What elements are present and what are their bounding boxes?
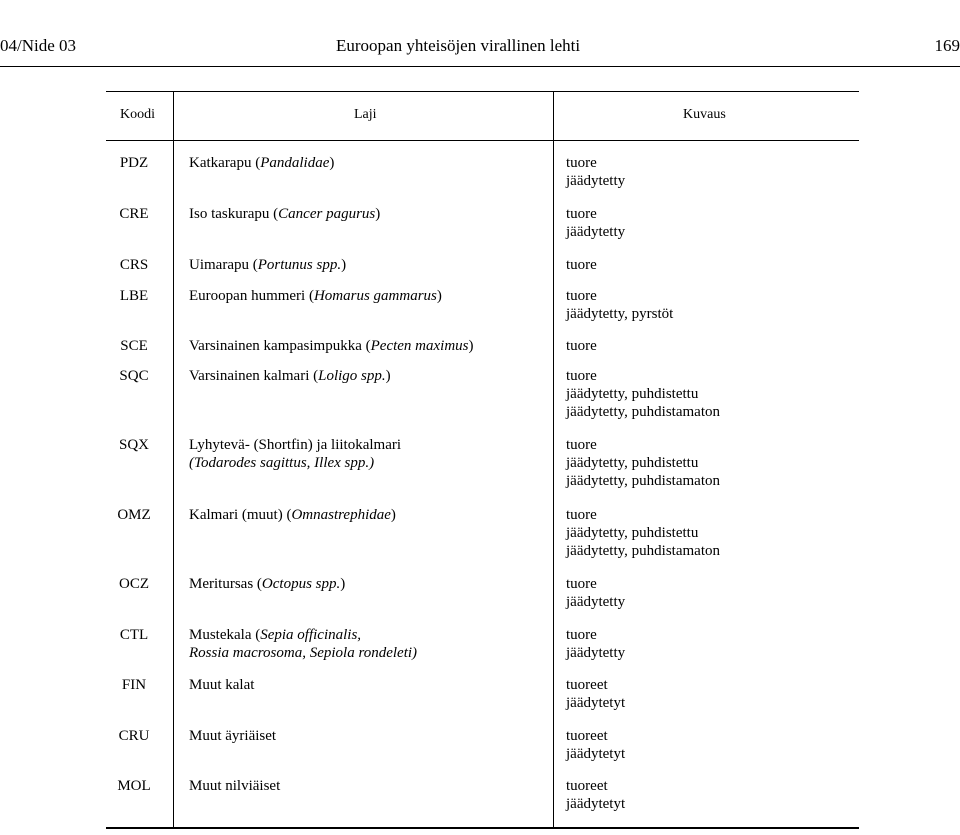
cell-species (189, 676, 254, 694)
description-line: jäädytetty, puhdistamaton (566, 404, 720, 420)
cell-description (566, 727, 625, 763)
description-line: tuore (566, 206, 597, 222)
species-paren-close: ) (375, 206, 381, 222)
species-latin-continuation: (Todarodes sagittus, Illex spp.) (189, 455, 375, 471)
species-latin-name: Pecten maximus (370, 338, 469, 354)
cell-description (566, 676, 625, 712)
description-line: jäädytetty, pyrstöt (566, 306, 674, 322)
journal-title: Euroopan yhteisöjen virallinen lehti (336, 36, 581, 55)
cell-description (566, 205, 625, 241)
description-line: tuoreet (566, 778, 608, 794)
description-line: tuore (566, 576, 597, 592)
description-line: jäädytetty (566, 173, 626, 189)
species-latin-name: Pandalidae (260, 155, 330, 171)
species-line (189, 287, 442, 305)
page-number: 169 (934, 36, 960, 55)
column-divider (553, 91, 554, 828)
description-line: jäädytetty (566, 594, 626, 610)
cell-code: CRS (119, 257, 149, 273)
species-common-name: Katkarapu ( (189, 155, 261, 171)
species-line (189, 676, 254, 694)
description-line: jäädytetty (566, 645, 626, 661)
species-common-name: Meritursas ( (189, 576, 262, 592)
species-common-name: Iso taskurapu ( (189, 206, 279, 222)
cell-species (189, 287, 442, 305)
cell-description (566, 337, 597, 355)
cell-code: OCZ (119, 576, 149, 592)
species-line (189, 436, 401, 454)
species-latin-name: Sepia officinalis, (260, 627, 362, 643)
species-line (189, 205, 380, 223)
description-line: jäädytetyt (566, 695, 626, 711)
cell-code: SCE (120, 338, 148, 354)
species-common-name: Mustekala ( (189, 627, 261, 643)
cell-species (189, 205, 380, 223)
description-line: jäädytetty, puhdistettu (566, 525, 699, 541)
cell-species (189, 777, 280, 795)
species-paren-close: ) (341, 257, 347, 273)
species-latin-continuation: Rossia macrosoma, Sepiola rondeleti) (189, 645, 418, 661)
page-header (0, 36, 960, 60)
cell-description (566, 506, 720, 560)
cell-species (189, 337, 474, 355)
cell-description (566, 154, 625, 190)
description-line: jäädytetty (566, 224, 626, 240)
cell-species (189, 436, 401, 472)
species-paren-close: ) (329, 155, 335, 171)
cell-species (189, 506, 396, 524)
description-line: tuoreet (566, 728, 608, 744)
cell-description (566, 626, 625, 662)
description-line: jäädytetyt (566, 796, 626, 812)
cell-code: SQC (119, 368, 149, 384)
cell-species (189, 367, 391, 385)
description-line: tuore (566, 257, 597, 273)
description-line: jäädytetty, puhdistettu (566, 386, 699, 402)
description-line: tuoreet (566, 677, 608, 693)
species-paren-close: ) (385, 368, 391, 384)
cell-species (189, 154, 334, 172)
header-rule (0, 66, 960, 67)
species-common-name: Lyhytevä- (Shortfin) ja liitokalmari (189, 437, 402, 453)
species-common-name: Muut kalat (189, 677, 255, 693)
description-line: tuore (566, 155, 597, 171)
cell-species (189, 626, 417, 662)
species-line (189, 506, 396, 524)
description-line: tuore (566, 368, 597, 384)
cell-code: LBE (119, 288, 149, 304)
cell-description (566, 777, 625, 813)
species-latin-name: Portunus spp. (257, 257, 342, 273)
species-common-name: Euroopan hummeri ( (189, 288, 314, 304)
species-line (189, 727, 276, 745)
column-header-code: Koodi (120, 107, 155, 122)
species-paren-close: ) (436, 288, 442, 304)
species-common-name: Kalmari (muut) ( (189, 507, 292, 523)
description-line: jäädytetty, puhdistettu (566, 455, 699, 471)
cell-description (566, 287, 673, 323)
description-line: jäädytetty, puhdistamaton (566, 473, 720, 489)
journal-volume: 04/Nide 03 (0, 36, 77, 55)
cell-species (189, 727, 276, 745)
cell-species (189, 256, 346, 274)
cell-description (566, 367, 720, 421)
species-line (189, 367, 391, 385)
species-line (189, 256, 346, 274)
species-line (189, 626, 417, 644)
cell-code: SQX (118, 437, 149, 453)
cell-description (566, 575, 625, 611)
species-latin-name: Omnastrephidae (291, 507, 391, 523)
species-latin-name: Loligo spp. (318, 368, 386, 384)
description-line: tuore (566, 507, 597, 523)
column-header-species: Laji (354, 107, 377, 122)
cell-code: OMZ (117, 507, 151, 523)
column-header-description: Kuvaus (683, 107, 726, 122)
species-latin-name: Octopus spp. (261, 576, 341, 592)
column-divider (173, 91, 174, 828)
cell-code: CTL (119, 627, 149, 643)
species-line (189, 575, 345, 593)
species-common-name: Varsinainen kalmari ( (189, 368, 319, 384)
species-common-name: Uimarapu ( (189, 257, 258, 273)
cell-code: CRE (119, 206, 149, 222)
cell-description (566, 256, 597, 274)
description-line: tuore (566, 288, 597, 304)
species-line (189, 337, 474, 355)
species-latin-name: Cancer pagurus (278, 206, 376, 222)
species-common-name: Muut äyriäiset (189, 728, 277, 744)
species-paren-close: ) (468, 338, 474, 354)
description-line: jäädytetty, puhdistamaton (566, 543, 720, 559)
species-common-name: Muut nilviäiset (189, 778, 281, 794)
cell-code: FIN (121, 677, 147, 693)
cell-description (566, 436, 720, 490)
species-paren-close: ) (390, 507, 396, 523)
cell-species (189, 575, 345, 593)
description-line: tuore (566, 338, 597, 354)
cell-code: MOL (117, 778, 151, 794)
table-bottom-rule (106, 827, 859, 829)
table-top-rule (106, 91, 859, 92)
species-common-name: Varsinainen kampasimpukka ( (189, 338, 371, 354)
cell-code: PDZ (119, 155, 149, 171)
species-line (189, 154, 334, 172)
cell-code: CRU (118, 728, 150, 744)
species-paren-close: ) (340, 576, 346, 592)
description-line: jäädytetyt (566, 746, 626, 762)
description-line: tuore (566, 437, 597, 453)
description-line: tuore (566, 627, 597, 643)
species-latin-name: Homarus gammarus (313, 288, 437, 304)
species-line (189, 777, 280, 795)
table-header-rule (106, 140, 859, 141)
